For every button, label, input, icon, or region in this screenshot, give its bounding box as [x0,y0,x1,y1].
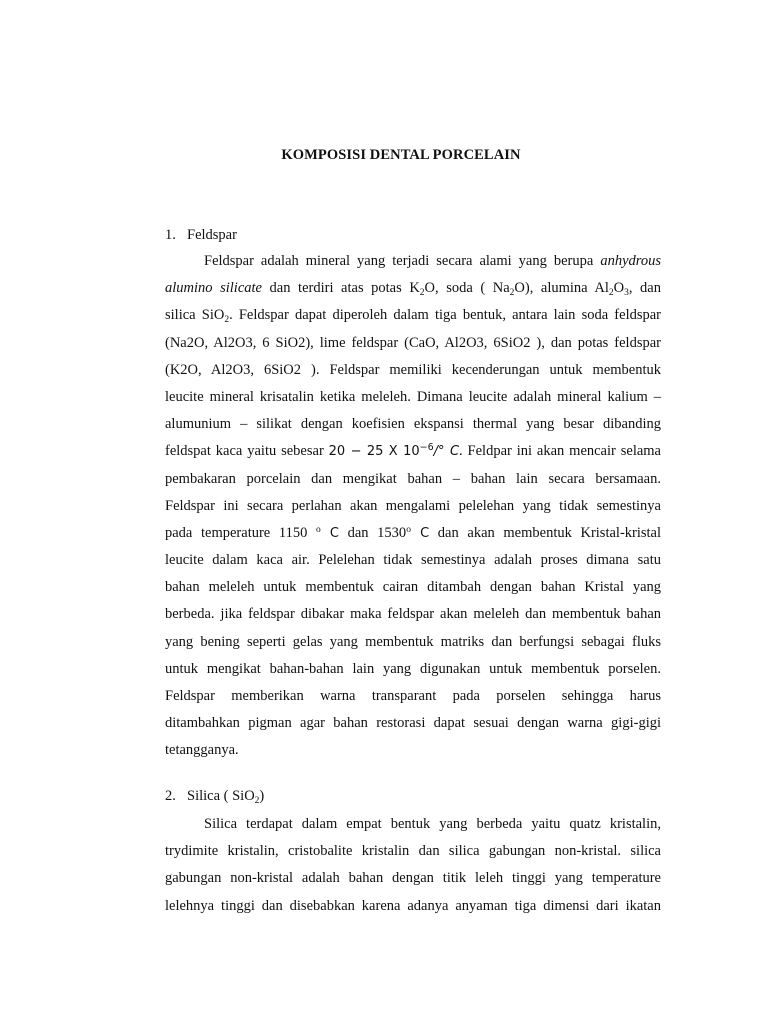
paragraph-line: leucite mineral krisatalin ketika meleleh. Dimana leucite adalah mineral kalium – [165,388,661,405]
section-2-heading [165,788,264,805]
section-1-number: 1. [165,227,176,243]
paragraph-line: pada temperature 1150 $^o$ C dan 1530$^o$ C dan akan membentuk Kristal-kristal [165,524,662,541]
paragraph-line: (Na2O, Al2O3, 6 SiO2), lime feldspar (CaO, Al2O3, 6SiO2 ), dan potas feldspar [165,334,661,351]
section-1-title: Feldspar [187,227,237,243]
paragraph-line: leucite dalam kaca air. Pelelehan tidak semestinya adalah proses dimana satu [165,552,661,569]
paragraph-line: alumino silicate dan terdiri atas potas $K_2O$, soda ( $Na_2O$), alumina $Al_2O_3$, dan [165,280,661,299]
section-1-body [165,248,661,765]
paragraph-line: Feldspar memberikan warna transparant pada porselen sehingga harus [165,688,661,704]
paragraph-line: gabungan non-kristal adalah bahan dengan titik leleh tinggi yang temperature [165,870,661,887]
paragraph-line: bahan meleleh untuk membentuk cairan ditambah dengan bahan Kristal yang [165,579,661,596]
paragraph-line: feldspat kaca yaitu sebesar 20 − 25 X $10^{-6}/^\circ$ C. Feldpar ini akan mencair selama [165,442,661,460]
section-2-body [165,811,661,920]
expansion-formula: 20 − 25 X $10^{-6}/^\circ$ C [328,442,460,460]
paragraph-line: lelehnya tinggi dan disebabkan karena adanya anyaman tiga dimensi dari ikatan [165,897,661,914]
paragraph-line: Feldspar ini secara perlahan akan mengalami pelelehan yang tidak semestinya [165,497,661,514]
paragraph-line: Feldspar adalah mineral yang terjadi secara alami yang berupa anhydrous [204,253,661,269]
paragraph-line: pembakaran porcelain dan mengikat bahan – bahan lain secara bersamaan. [165,470,661,487]
paragraph-line: berbeda. jika feldspar dibakar maka feldspar akan meleleh dan membentuk bahan [165,606,661,623]
paragraph-line: alumunium – silikat dengan koefisien ekspansi thermal yang besar dibanding [165,416,661,433]
paragraph-line: untuk mengikat bahan-bahan lain yang digunakan untuk membentuk porselen. [165,660,661,677]
section-2-title: Silica ( SiO$_2$) [187,788,265,806]
paragraph-line: tetangganya. [165,742,239,759]
paragraph-line: (K2O, Al2O3, 6SiO2 ). Feldspar memiliki kecenderungan untuk membentuk [165,361,661,378]
paragraph-line: yang bening seperti gelas yang membentuk matriks dan berfungsi sebagai fluks [165,633,661,650]
section-2-number: 2. [165,788,176,804]
paragraph-line: Silica terdapat dalam empat bentuk yang berbeda yaitu quatz kristalin, [204,816,661,832]
paragraph-line: silica SiO$_2$. Feldspar dapat diperoleh dalam tiga bentuk, antara lain soda feldspar [165,307,661,326]
document-title: KOMPOSISI DENTAL PORCELAIN [281,147,521,163]
paragraph-line: ditambahkan pigman agar bahan restorasi dapat sesuai dengan warna gigi-gigi [165,715,661,732]
paragraph-line: trydimite kristalin, cristobalite kristalin dan silica gabungan non-kristal. silica [165,843,661,860]
section-1-heading [165,227,237,244]
